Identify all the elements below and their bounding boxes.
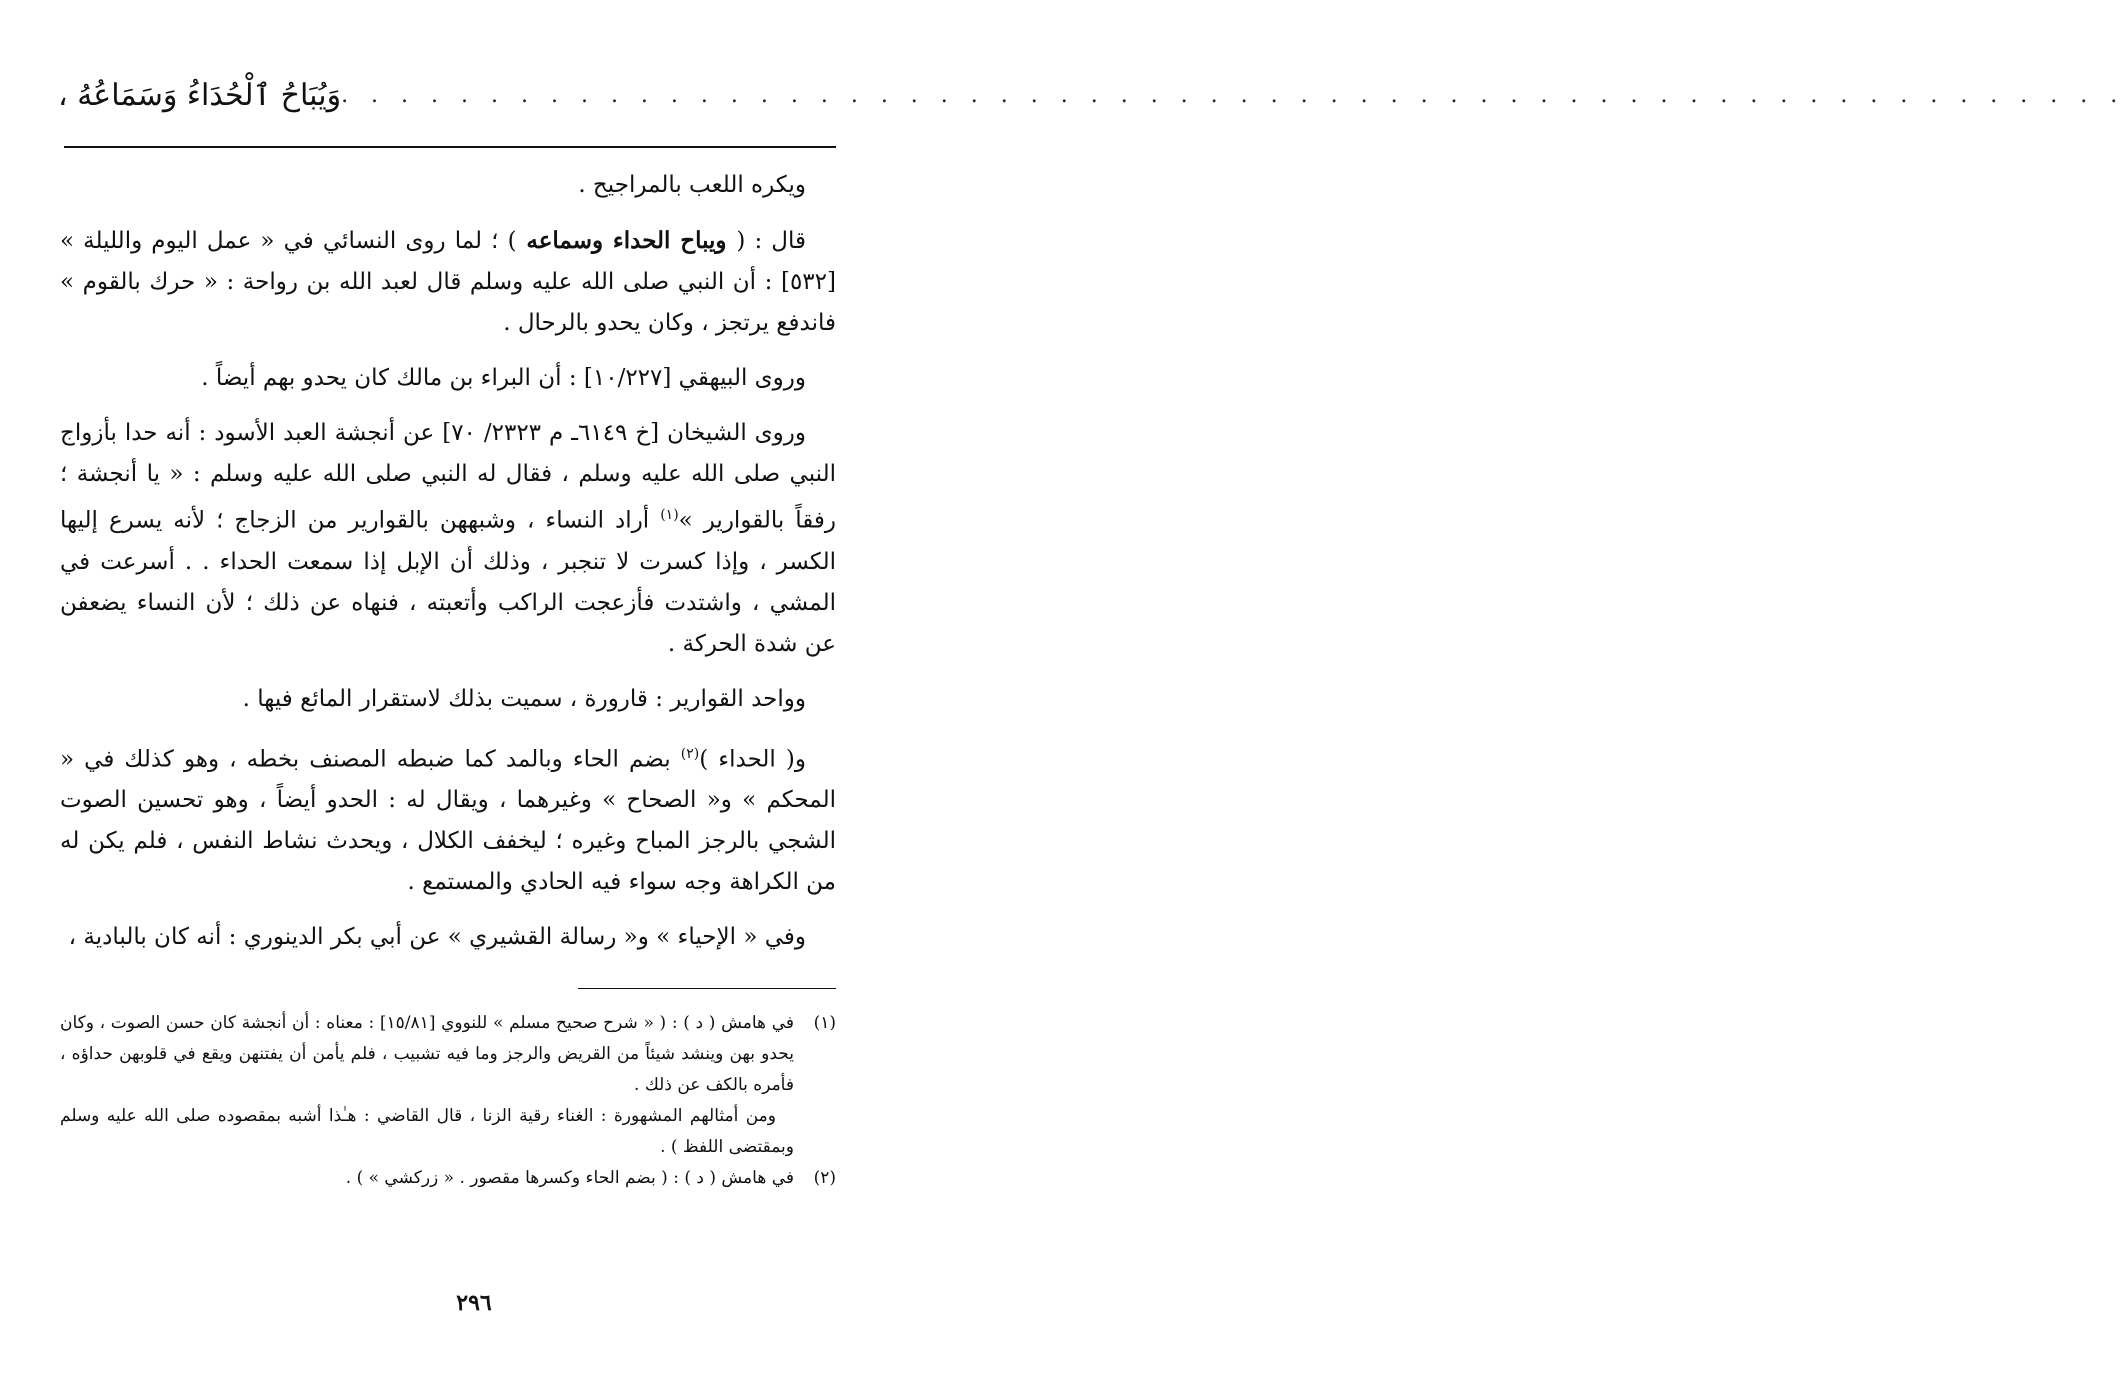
paragraph-7: وفي « الإحياء » و« رسالة القشيري » عن أبي بكر الدينوري : أنه كان بالبادية ، — [68, 924, 806, 951]
p6-start: و( الحداء ) — [699, 746, 806, 773]
header-leader-dots: . . . . . . . . . . . . . . . . . . . . . . . . . . . . . . . . . . . . . . . . . . . . . . . . . . . . . . . . . . . . — [341, 82, 2125, 108]
p4-start: وروى الشيخان [خ ٦١٤٩ـ م ٢٣٢٣/ ٧٠] عن أنجشة العبد الأسود : أنه حدا بأزواج النبي صلى الله عليه وسلم ، فقال له النبي صلى الله عليه وسلم : « يا أنجشة ؛ رفقاً بالقوارير » — [60, 420, 836, 534]
main-text — [60, 165, 836, 972]
running-header — [58, 70, 2125, 120]
footnotes — [60, 1008, 836, 1194]
paragraph-4 — [60, 413, 836, 665]
p4-rest: أراد النساء ، وشبههن بالقوارير من الزجاج ؛ لأنه يسرع إليها الكسر ، وإذا كسرت لا تنجبر ، وذلك أن الإبل إذا سمعت الحداء . . أسرعت في المشي ، واشتدت فأزعجت الراكب وأتعبته ، فنهاه عن ذلك ؛ لأن النساء يضعفن عن شدة الحركة . — [60, 507, 836, 657]
footnote-number: (١) — [813, 1013, 836, 1033]
header-title: وَيُبَاحُ ٱلْحُدَاءُ وَسَمَاعُهُ ، — [58, 77, 342, 113]
page-number: ٢٩٦ — [456, 1290, 492, 1316]
footnote-2-text: في هامش ( د ) : ( بضم الحاء وكسرها مقصور . « زركشي » ) . — [345, 1168, 794, 1188]
footnote-ref-1[interactable]: (١) — [660, 507, 679, 523]
footnote-text — [60, 1163, 794, 1194]
p6-rest: بضم الحاء وبالمد كما ضبطه المصنف بخطه ، وهو كذلك في « المحكم » و« الصحاح » وغيرهما ، ويقال له : الحدو أيضاً ، وهو تحسين الصوت الشجي بالرجز المباح وغيره ؛ ليخفف الكلال ، ويحدث نشاط النفس ، فلم يكن له من الكراهة وجه سواء فيه الحادي والمستمع . — [60, 746, 836, 896]
footnote-1-text-continued: ومن أمثالهم المشهورة : الغناء رقية الزنا ، قال القاضي : هـٰذا أشبه بمقصوده صلى الله عليه وسلم وبمقتضى اللفظ ) . — [60, 1106, 794, 1157]
footnote-1-text: في هامش ( د ) : ( « شرح صحيح مسلم » للنووي [١٥/٨١] : معناه : أن أنجشة كان حسن الصوت ، وكان يحدو بهن وينشد شيئاً من القريض والرجز وما فيه تشبيب ، فلم يأمن أن يفتنهن ويقع في قلوبهن حداؤه ، فأمره بالكف عن ذلك . — [60, 1013, 794, 1095]
footnote-ref-2[interactable]: (٢) — [680, 745, 700, 762]
p2-start: قال : ( — [736, 228, 807, 254]
paragraph-6 — [60, 734, 836, 904]
paragraph-1: ويكره اللعب بالمراجيح . — [578, 172, 806, 198]
paragraph-5: وواحد القوارير : قارورة ، سميت بذلك لاستقرار المائع فيها . — [242, 685, 806, 712]
p2-rest: ) ؛ لما روى النسائي في « عمل اليوم والليلة » [٥٣٢] : أن النبي صلى الله عليه وسلم قال لعبد الله بن رواحة : « حرك بالقوم » فاندفع يرتجز ، وكان يحدو بالرحال . — [60, 228, 836, 336]
header-rule — [64, 146, 836, 148]
p2-bold-matn: ويباح الحداء وسماعه — [516, 227, 737, 254]
paragraph-3: وروى البيهقي [١٠/٢٢٧] : أن البراء بن مالك كان يحدو بهم أيضاً . — [201, 365, 806, 391]
footnote-2 — [60, 1163, 836, 1194]
footnote-rule — [578, 988, 836, 989]
footnote-text — [60, 1008, 794, 1163]
footnote-1 — [60, 1008, 836, 1163]
paragraph-2 — [60, 220, 836, 344]
footnote-number: (٢) — [813, 1168, 836, 1188]
